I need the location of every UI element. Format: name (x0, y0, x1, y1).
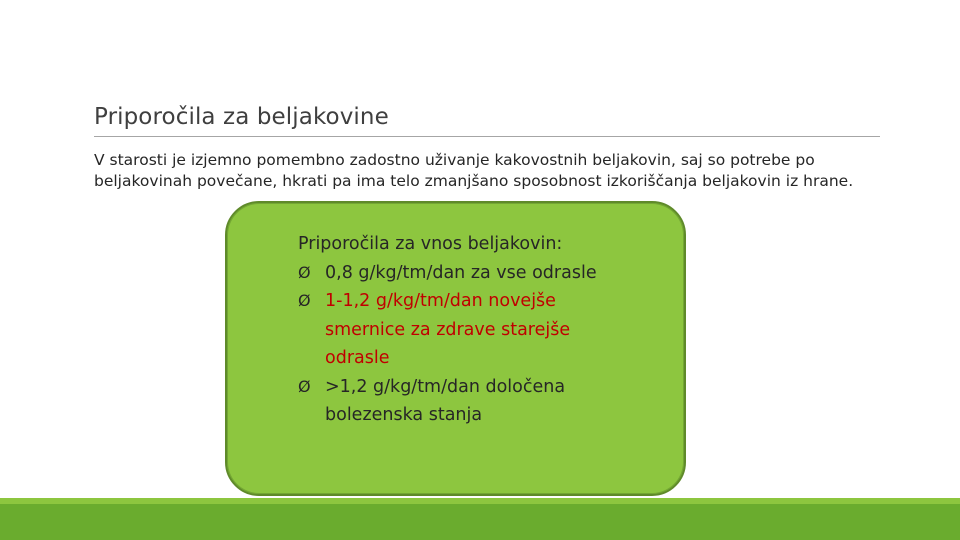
footer-bar (0, 504, 960, 540)
arrow-bullet-icon: Ø (298, 291, 311, 310)
slide-title: Priporočila za beljakovine (94, 104, 389, 130)
recommendation-text: 1-1,2 g/kg/tm/dan novejše smernice za zdrave starejše odrasle (325, 291, 571, 368)
recommendation-text: 0,8 g/kg/tm/dan za vse odrasle (325, 262, 597, 283)
recommendation-text: >1,2 g/kg/tm/dan določena bolezenska stanja (325, 376, 566, 425)
arrow-bullet-icon: Ø (298, 376, 311, 396)
intro-paragraph: V starosti je izjemno pomembno zadostno uživanje kakovostnih beljakovin, saj so potrebe po beljakovinah povečane, hkrati pa ima telo zmanjšano sposobnost izkoriščanja beljakovin iz hrane. (94, 151, 854, 190)
arrow-bullet-icon: Ø (298, 262, 311, 282)
recommendation-item-healthy-elderly (298, 287, 628, 373)
title-divider (94, 136, 880, 137)
recommendations-list (298, 259, 628, 430)
recommendations-content (298, 230, 628, 430)
recommendation-item-adults (298, 259, 628, 288)
recommendation-item-disease-states (298, 373, 628, 430)
callout-heading: Priporočila za vnos beljakovin: (298, 234, 563, 254)
